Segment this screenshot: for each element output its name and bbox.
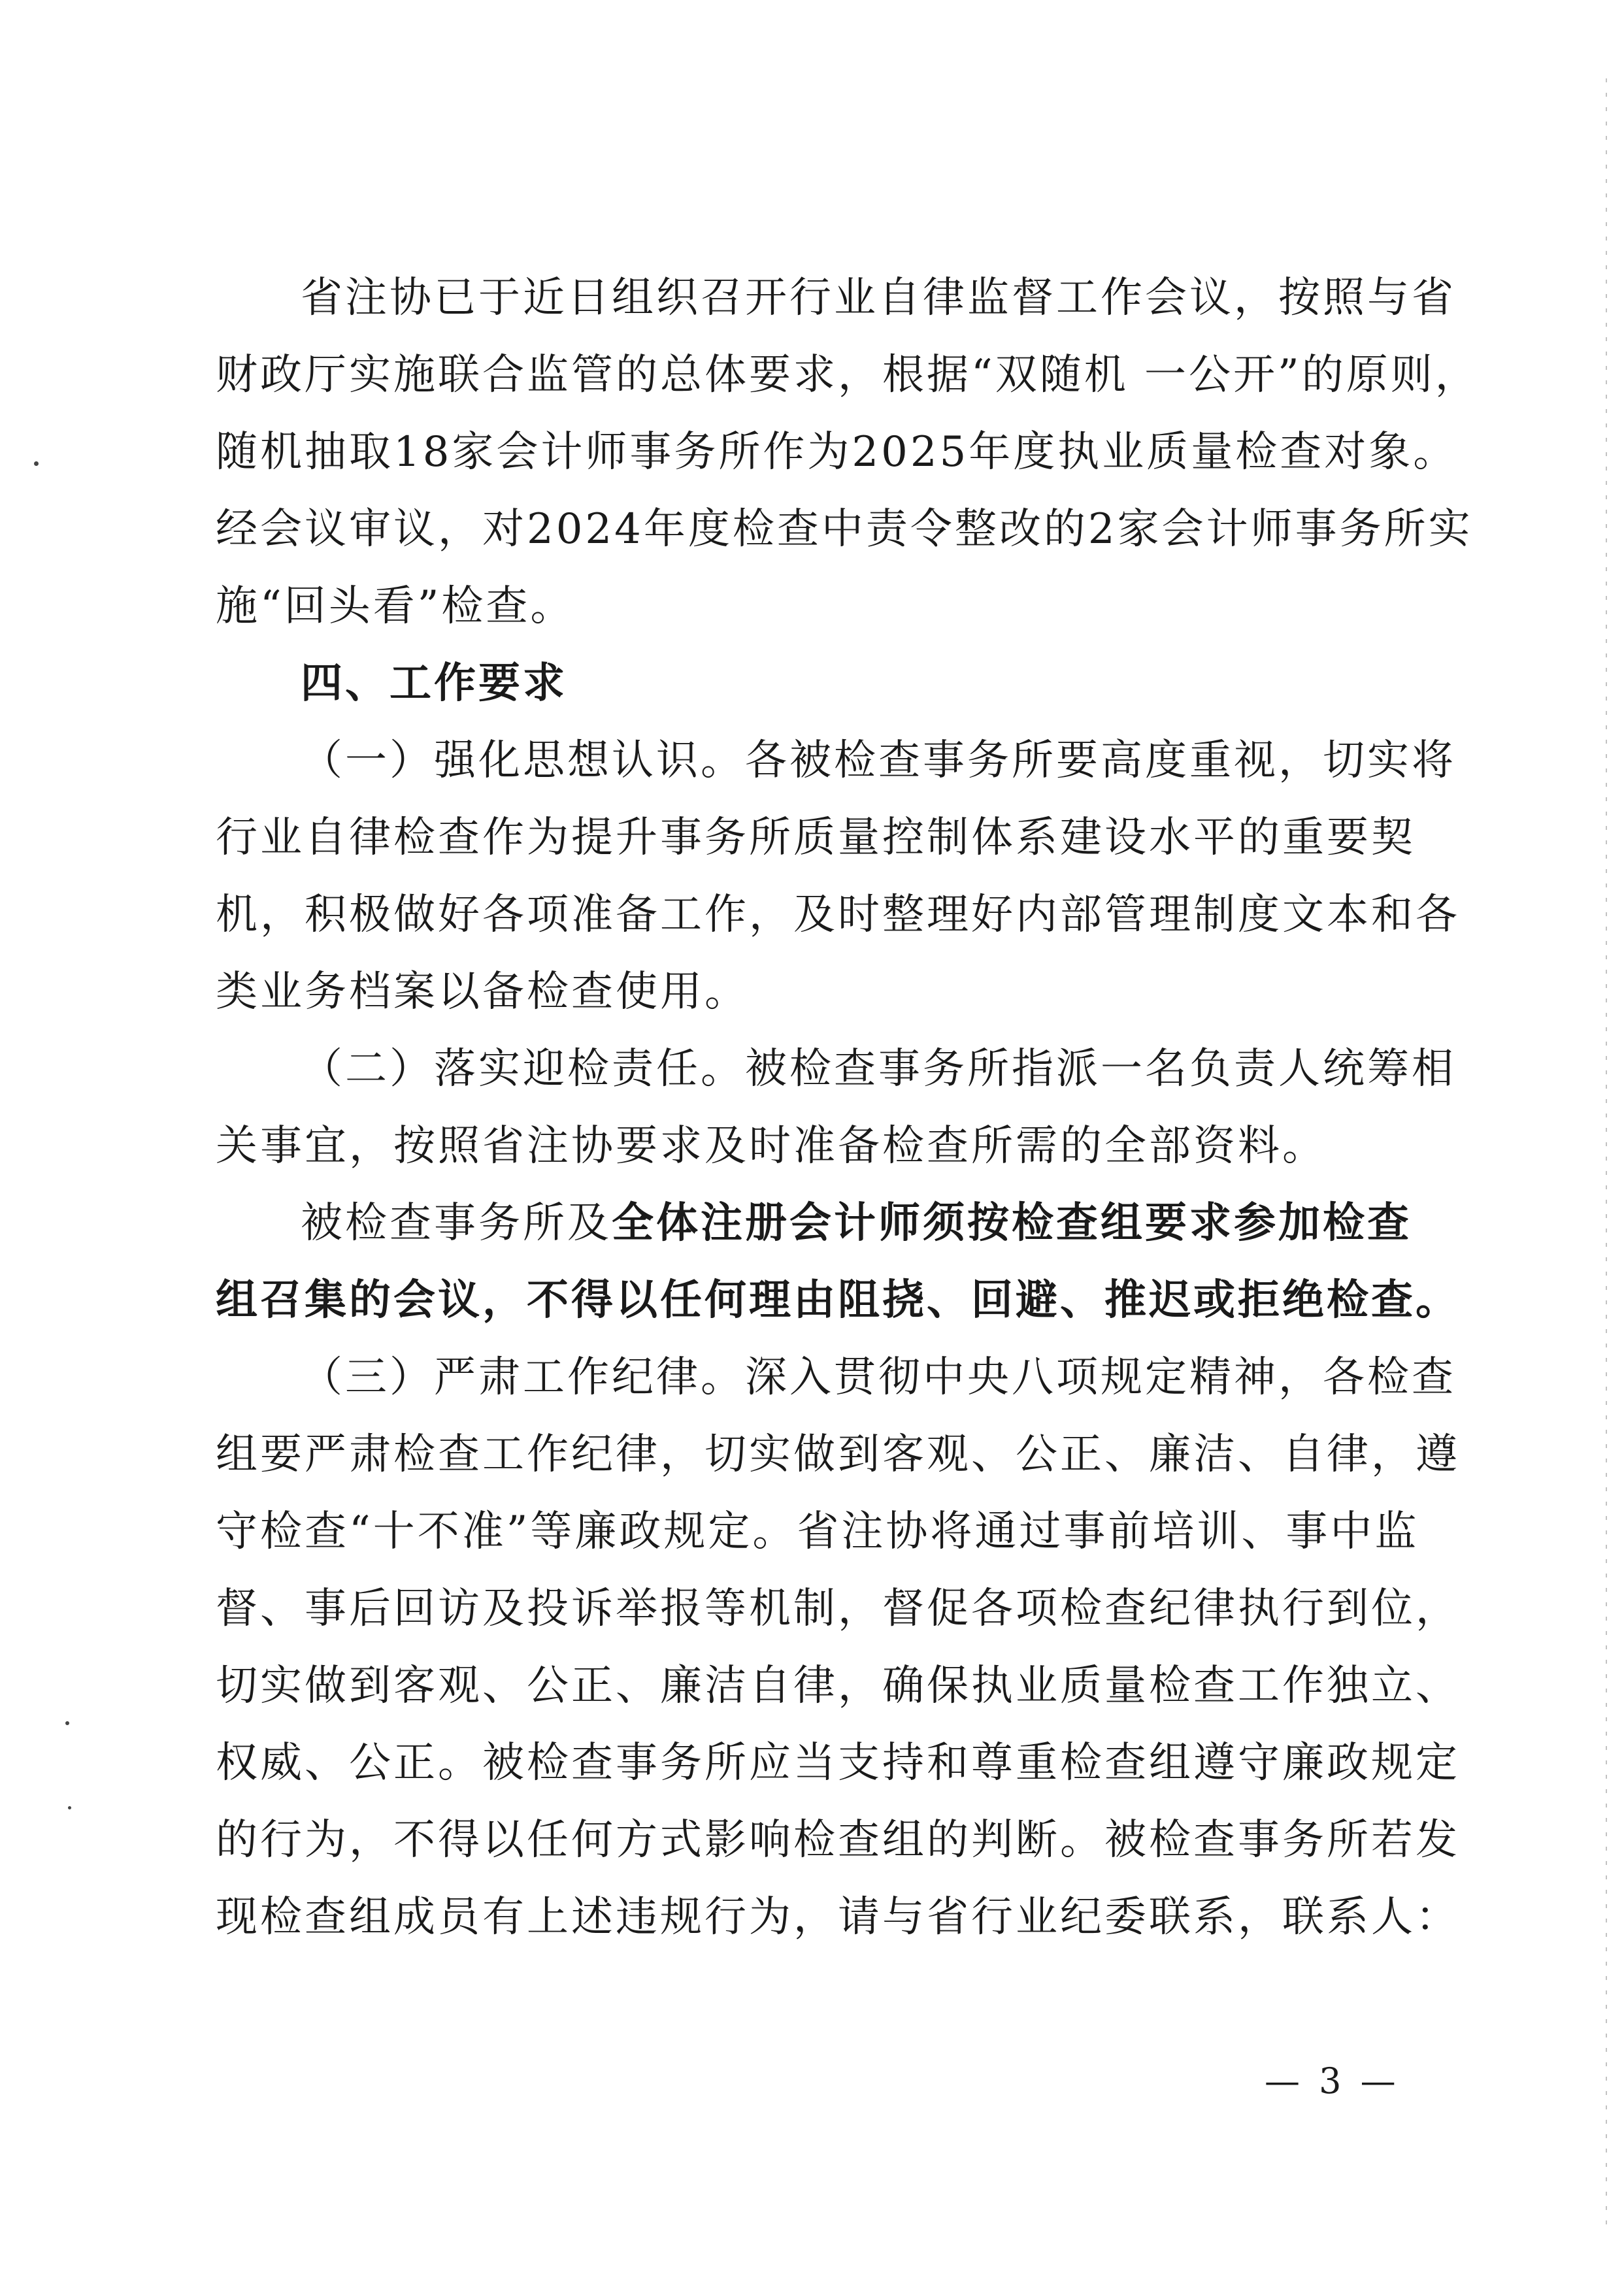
paragraph-line: 省注协已于近日组织召开行业自律监督工作会议，按照与省: [301, 274, 1456, 322]
paragraph-line: 关事宜，按照省注协要求及时准备检查所需的全部资料。: [216, 1122, 1327, 1170]
paragraph-line: （一）强化思想认识。各被检查事务所要高度重视，切实将: [301, 736, 1456, 785]
paragraph-line: 经会议审议，对2024年度检查中责令整改的2家会计师事务所实: [216, 505, 1473, 553]
scan-speck: [34, 461, 39, 466]
bold-run: 全体注册会计师须按检查组要求参加检查: [612, 1199, 1412, 1247]
paragraph-line: 切实做到客观、公正、廉洁自律，确保执业质量检查工作独立、: [216, 1662, 1460, 1710]
scan-speck: [68, 1806, 71, 1809]
scan-speck: [65, 1721, 69, 1725]
section-heading: 四、工作要求: [301, 659, 567, 708]
paragraph-line: 随机抽取18家会计师事务所作为2025年度执业质量检查对象。: [216, 428, 1458, 476]
paragraph-line: 类业务档案以备检查使用。: [216, 968, 749, 1016]
paragraph-line: 现检查组成员有上述违规行为，请与省行业纪委联系，联系人：: [216, 1893, 1460, 1941]
paragraph-line: 机，积极做好各项准备工作，及时整理好内部管理制度文本和各: [216, 891, 1460, 939]
paragraph-line: 行业自律检查作为提升事务所质量控制体系建设水平的重要契: [216, 814, 1416, 862]
paragraph-line: 督、事后回访及投诉举报等机制，督促各项检查纪律执行到位，: [216, 1585, 1460, 1633]
paragraph-line: [301, 1197, 1412, 1249]
page-number: — 3 —: [1265, 2060, 1400, 2102]
paragraph-run: 被检查事务所及: [301, 1199, 612, 1247]
paragraph-line: （二）落实迎检责任。被检查事务所指派一名负责人统筹相: [301, 1045, 1456, 1093]
scan-binding-edge: [1606, 78, 1607, 2235]
paragraph-line: 权威、公正。被检查事务所应当支持和尊重检查组遵守廉政规定: [216, 1739, 1460, 1787]
paragraph-line: 财政厅实施联合监管的总体要求，根据“双随机 一公开”的原则，: [216, 351, 1480, 399]
paragraph-line: 的行为，不得以任何方式影响检查组的判断。被检查事务所若发: [216, 1816, 1460, 1864]
paragraph-line: 组召集的会议，不得以任何理由阻挠、回避、推迟或拒绝检查。: [216, 1276, 1460, 1325]
paragraph-line: 施“回头看”检查。: [216, 582, 575, 631]
paragraph-line: 守检查“十不准”等廉政规定。省注协将通过事前培训、事中监: [216, 1508, 1419, 1556]
paragraph-line: （三）严肃工作纪律。深入贯彻中央八项规定精神，各检查: [301, 1353, 1456, 1402]
paragraph-line: 组要严肃检查工作纪律，切实做到客观、公正、廉洁、自律，遵: [216, 1430, 1460, 1479]
